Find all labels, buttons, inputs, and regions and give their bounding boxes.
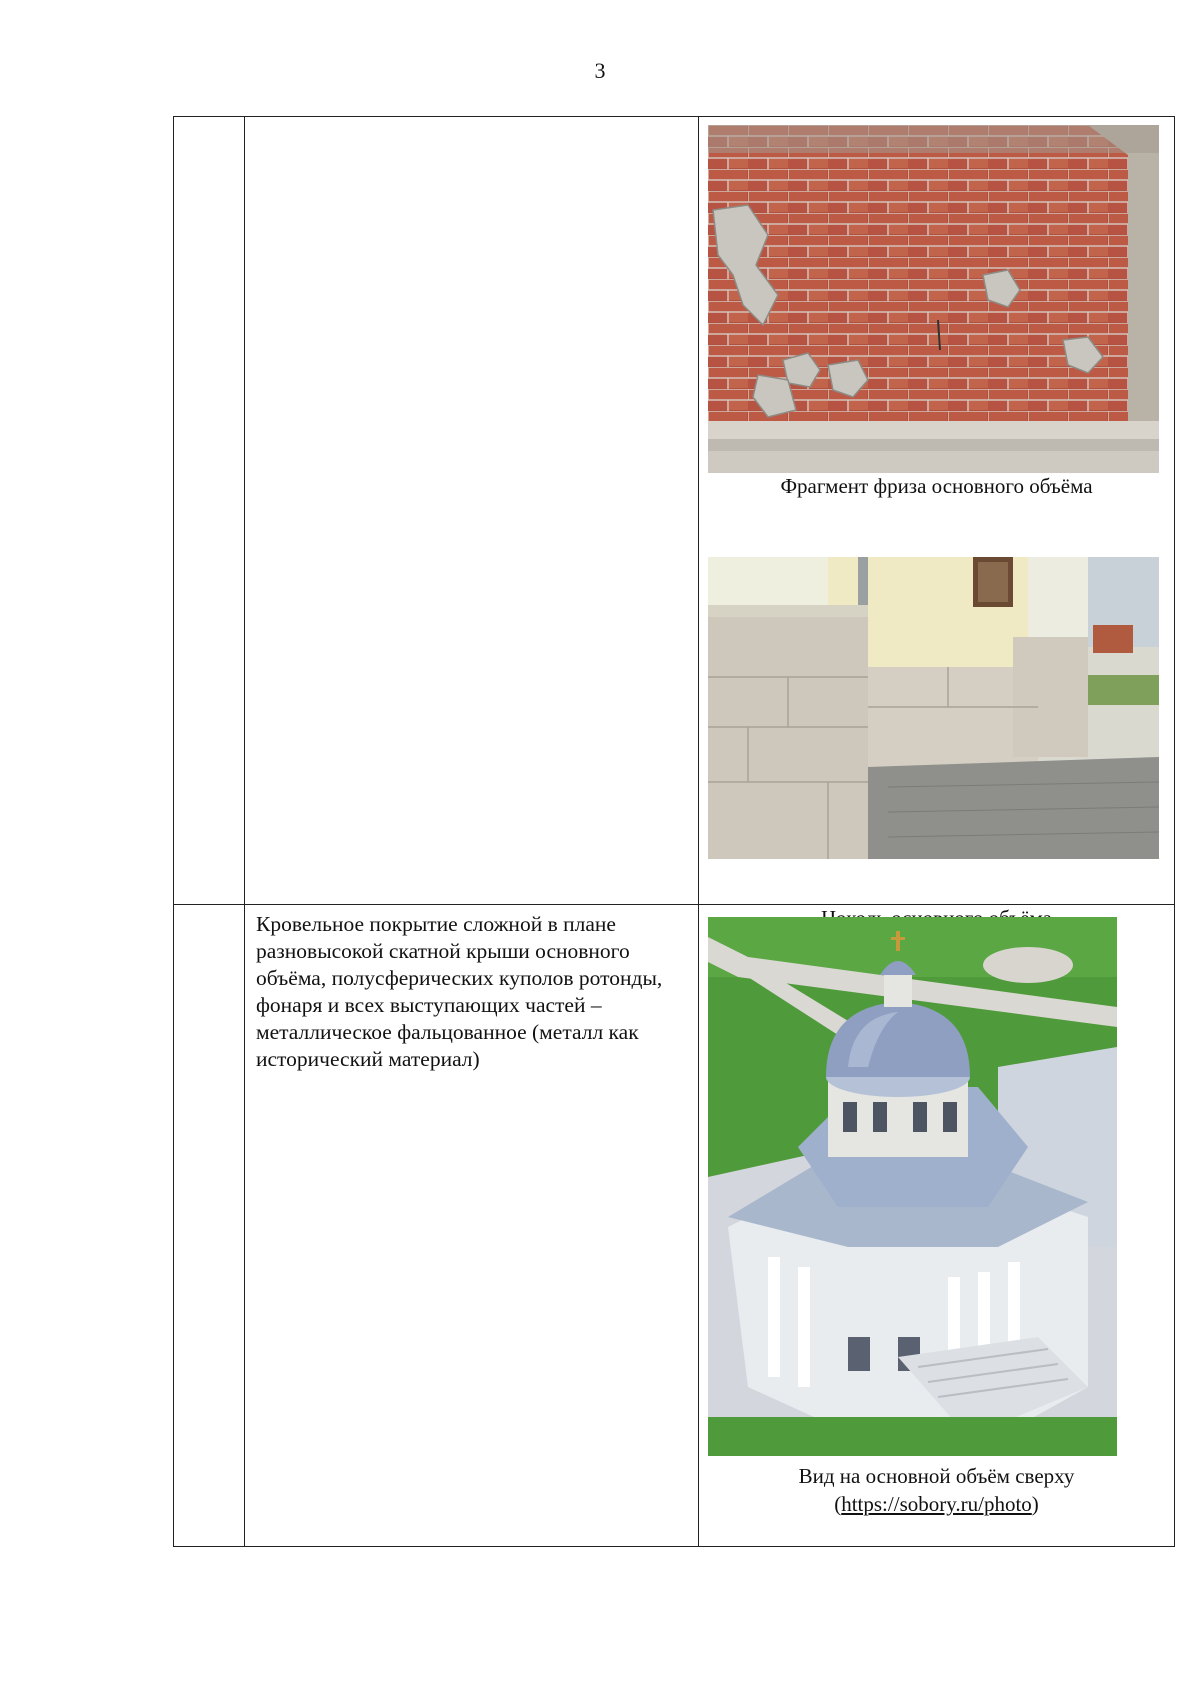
- page-number: 3: [594, 58, 606, 83]
- frieze-photo: [708, 125, 1159, 473]
- photo-source: (https://sobory.ru/photo): [834, 1492, 1039, 1516]
- aerial-photo: [708, 917, 1117, 1456]
- plinth-photo: [708, 557, 1159, 859]
- source-link[interactable]: https://sobory.ru/photo: [841, 1492, 1032, 1516]
- description-cell: [245, 117, 699, 905]
- table-row: [174, 905, 1175, 1547]
- description-cell: Кровельное покрытие сложной в плане разновысокой скатной крыши основного объёма, полусферических куполов ротонды, фонаря и всех выступающих частей – металлическое фальцованное (металл как исторический материал): [245, 905, 699, 1547]
- table-row: [174, 117, 1175, 905]
- photo-cell: [699, 905, 1175, 1547]
- photo-caption: Фрагмент фриза основного объёма: [780, 474, 1093, 498]
- photo-cell: [699, 117, 1175, 905]
- index-cell: [174, 117, 245, 905]
- photo-caption: Вид на основной объём сверху: [798, 1464, 1075, 1488]
- index-cell: [174, 905, 245, 1547]
- content-table: [173, 116, 1175, 1547]
